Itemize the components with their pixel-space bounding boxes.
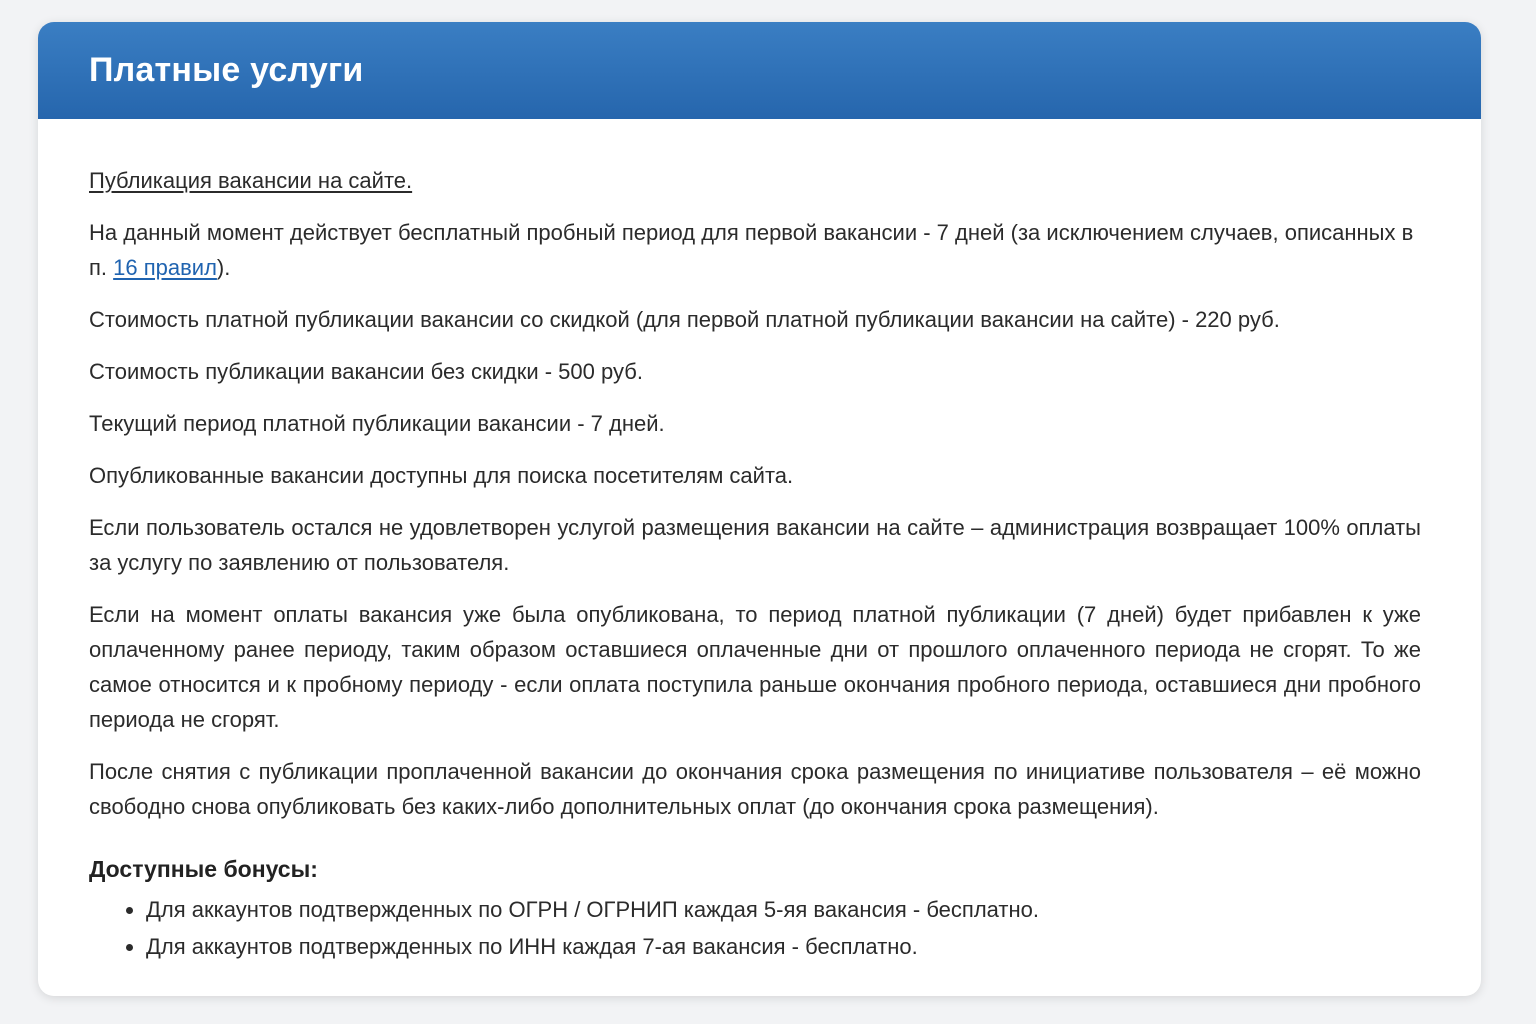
bonus-item: • Для аккаунтов подтвержденных по ОГРН / ОГРНИП каждая 5-яя вакансия - бесплатно. bbox=[146, 891, 1421, 928]
current-period-paragraph: Текущий период платной публикации вакансии - 7 дней. bbox=[89, 411, 665, 436]
bonuses-heading: Доступные бонусы: bbox=[89, 856, 318, 882]
search-availability-paragraph: Опубликованные вакансии доступны для поиска посетителям сайта. bbox=[89, 463, 794, 488]
card-body bbox=[38, 119, 1481, 965]
refund-paragraph: Если пользователь остался не удовлетворен услугой размещения вакансии на сайте – администрация возвращает 100% оплаты за услугу по заявлению от пользователя. bbox=[89, 515, 1421, 575]
republish-paragraph: После снятия с публикации проплаченной вакансии до окончания срока размещения по инициативе пользователя – её можно свободно снова опубликовать без каких-либо дополнительных оплат (до окончания срока размещения). bbox=[89, 759, 1421, 819]
bonus-item: • Для аккаунтов подтвержденных по ИНН каждая 7-ая вакансия - бесплатно. bbox=[146, 928, 1421, 965]
card-header bbox=[38, 22, 1481, 119]
trial-period-text: На данный момент действует бесплатный пробный период для первой вакансии - 7 дней (за исключением случаев, описанных в п. bbox=[89, 220, 1414, 280]
page-title: Платные услуги bbox=[89, 51, 364, 89]
paid-services-card bbox=[38, 22, 1481, 996]
period-extension-paragraph: Если на момент оплаты вакансия уже была опубликована, то период платной публикации (7 дней) будет прибавлен к уже оплаченному ранее периоду, таким образом оставшиеся оплаченные дни от прошлого оплаченного периода не сгорят. То же самое относится и к пробному периоду - если оплата поступила раньше окончания пробного периода, оставшиеся дни пробного периода не сгорят. bbox=[89, 602, 1421, 732]
rules-link[interactable]: 16 правил bbox=[113, 255, 217, 280]
discount-price-paragraph: Стоимость платной публикации вакансии со скидкой (для первой платной публикации вакансии на сайте) - 220 руб. bbox=[89, 307, 1280, 332]
bonuses-list bbox=[89, 891, 1421, 965]
trial-period-paragraph bbox=[89, 215, 1421, 285]
section-subtitle: Публикация вакансии на сайте. bbox=[89, 168, 413, 193]
trial-period-text-end: ). bbox=[216, 255, 231, 280]
full-price-paragraph: Стоимость публикации вакансии без скидки - 500 руб. bbox=[89, 359, 643, 384]
